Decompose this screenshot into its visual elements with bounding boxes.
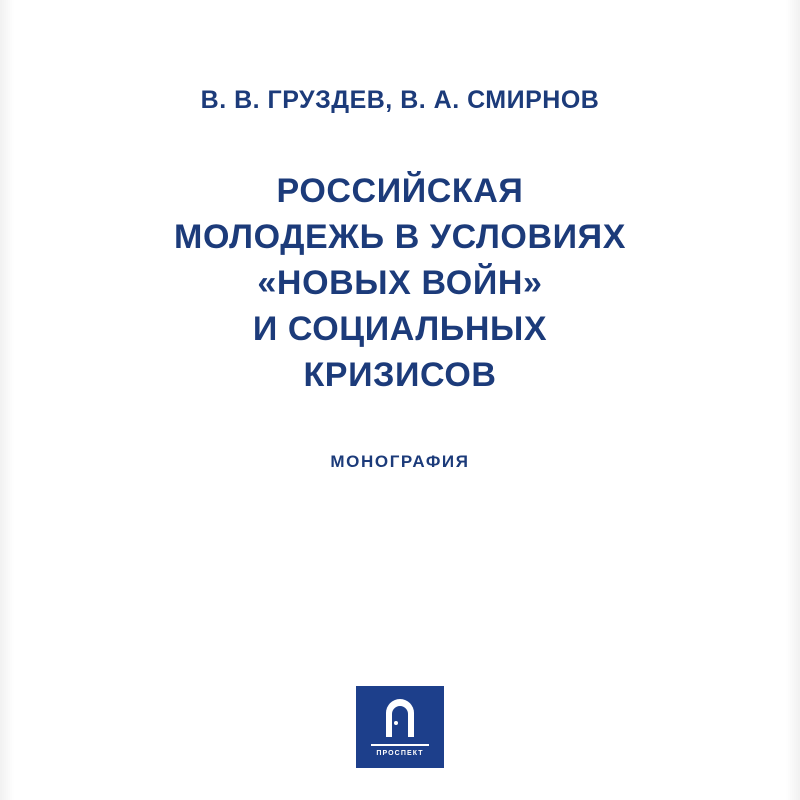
title-line-3: «НОВЫХ ВОЙН» — [257, 264, 543, 302]
publisher-name: ПРОСПЕКТ — [376, 750, 424, 757]
title-line-1: РОССИЙСКАЯ — [276, 172, 524, 210]
book-title — [0, 168, 800, 398]
title-line-5: КРИЗИСОВ — [303, 356, 497, 394]
title-line-4: И СОЦИАЛЬНЫХ — [252, 310, 548, 348]
book-subtitle: МОНОГРАФИЯ — [330, 452, 470, 471]
door-icon — [386, 699, 414, 737]
publisher-logo — [356, 686, 444, 768]
door-knob-icon — [394, 721, 398, 725]
title-line-2: МОЛОДЕЖЬ В УСЛОВИЯХ — [174, 218, 626, 256]
authors-line: В. В. ГРУЗДЕВ, В. А. СМИРНОВ — [200, 86, 600, 114]
logo-divider — [371, 744, 429, 746]
